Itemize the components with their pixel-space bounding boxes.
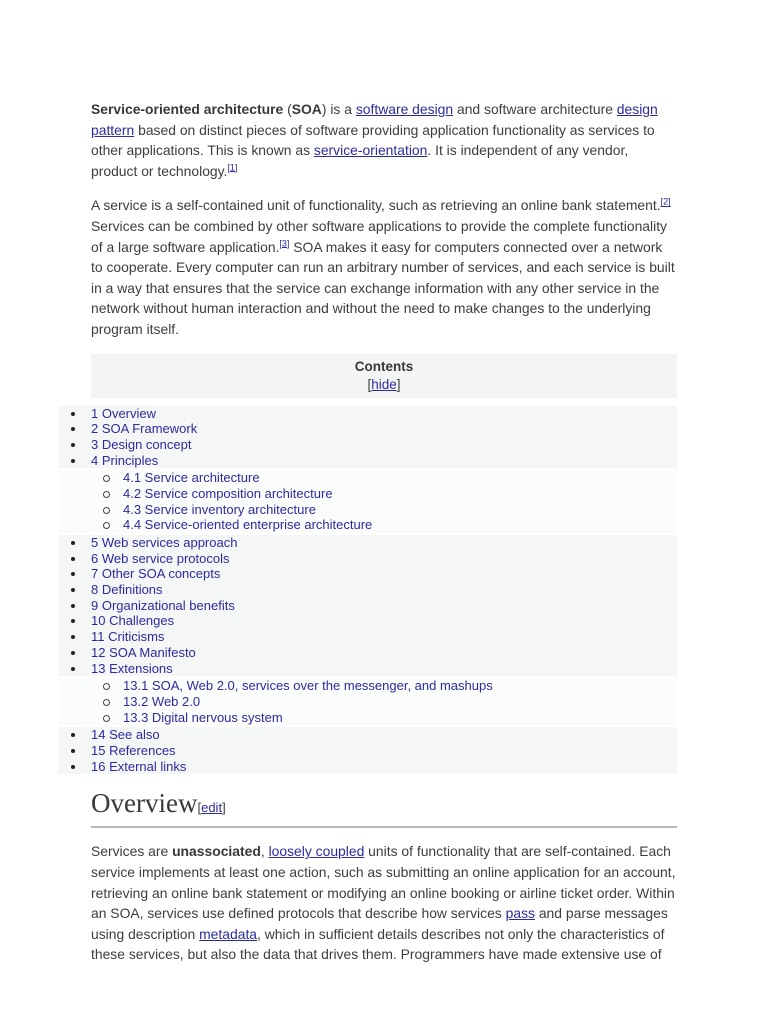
bracket-open: [ bbox=[367, 376, 372, 392]
hollow-bullet-icon bbox=[103, 683, 110, 690]
toc-item bbox=[58, 470, 677, 486]
plain-text: and software architecture bbox=[453, 101, 617, 117]
toc-link[interactable]: 13.2 Web 2.0 bbox=[123, 693, 201, 709]
bullet-icon bbox=[71, 427, 75, 431]
hollow-bullet-icon bbox=[103, 699, 110, 706]
toc-item bbox=[58, 486, 677, 502]
toc-link[interactable]: 4 Principles bbox=[91, 452, 159, 468]
edit-section bbox=[197, 800, 225, 815]
reference-link[interactable]: [3] bbox=[279, 237, 290, 248]
text-link[interactable]: design pattern bbox=[91, 101, 658, 138]
toc-link[interactable]: 15 References bbox=[91, 742, 176, 758]
bullet-icon bbox=[71, 412, 75, 416]
toc-link[interactable]: 12 SOA Manifesto bbox=[91, 644, 196, 660]
toc-link[interactable]: 13.1 SOA, Web 2.0, services over the messenger, and mashups bbox=[123, 678, 493, 694]
overview-paragraph-1 bbox=[91, 841, 677, 965]
table-of-contents bbox=[58, 406, 677, 775]
toc-link[interactable]: 8 Definitions bbox=[91, 582, 163, 598]
toc-subgroup bbox=[58, 678, 677, 725]
plain-text: , bbox=[260, 843, 269, 860]
bullet-icon bbox=[71, 651, 75, 655]
bullet-icon bbox=[71, 588, 75, 592]
hide-link[interactable]: hide bbox=[371, 376, 397, 392]
toc-item bbox=[58, 678, 677, 694]
bold-text: SOA bbox=[291, 101, 322, 117]
plain-text: based on distinct pieces of software providing application functionality as services to other applications. This is known as bbox=[91, 121, 655, 159]
toc-item bbox=[58, 502, 677, 518]
bullet-icon bbox=[71, 733, 75, 737]
text-link[interactable]: service-orientation bbox=[313, 142, 428, 159]
plain-text: Services can be combined by other software applications to provide the complete functionality of a large software application. bbox=[91, 217, 668, 255]
reference-link[interactable]: [1] bbox=[227, 162, 238, 173]
toc-link[interactable]: 16 External links bbox=[91, 758, 187, 774]
plain-text: ( bbox=[283, 101, 292, 117]
toc-item bbox=[58, 645, 677, 661]
bullet-icon bbox=[71, 541, 75, 545]
hollow-bullet-icon bbox=[103, 491, 110, 498]
bullet-icon bbox=[71, 619, 75, 623]
toc-group bbox=[58, 727, 677, 774]
bullet-icon bbox=[71, 635, 75, 639]
toc-link[interactable]: 4.3 Service inventory architecture bbox=[123, 501, 316, 517]
toc-item bbox=[58, 743, 677, 759]
plain-text: and parse messages using description bbox=[91, 905, 668, 942]
intro-paragraph-1 bbox=[91, 99, 677, 181]
plain-text: units of functionality that are self-contained. Each service implements at least one action, such as submitting an online application for an account, retrieving an online bank statement or modifying an online booking or airline ticket order. Within an SOA, services use defined protocols that describe how services bbox=[91, 843, 676, 922]
toc-item bbox=[58, 759, 677, 775]
text-link[interactable]: metadata bbox=[199, 925, 258, 942]
toc-item bbox=[58, 406, 677, 422]
toc-item bbox=[58, 582, 677, 598]
toc-item bbox=[58, 421, 677, 437]
toc-link[interactable]: 4.1 Service architecture bbox=[123, 470, 260, 486]
overview-section-heading bbox=[91, 788, 677, 828]
contents-hide-row bbox=[91, 376, 677, 393]
toc-group bbox=[58, 406, 677, 469]
text-link[interactable]: loosely coupled bbox=[268, 843, 365, 860]
toc-link[interactable]: 4.4 Service-oriented enterprise architecture bbox=[123, 517, 373, 533]
toc-link[interactable]: 2 SOA Framework bbox=[91, 421, 198, 437]
toc-item bbox=[58, 694, 677, 710]
toc-item bbox=[58, 551, 677, 567]
toc-subgroup bbox=[58, 470, 677, 533]
toc-link[interactable]: 14 See also bbox=[91, 727, 160, 743]
bullet-icon bbox=[71, 749, 75, 753]
contents-box bbox=[91, 354, 677, 398]
toc-link[interactable]: 7 Other SOA concepts bbox=[91, 566, 221, 582]
toc-item bbox=[58, 598, 677, 614]
plain-text: SOA makes it easy for computers connected over a network to cooperate. Every computer can run an arbitrary number of services, and each service is built in a way that ensures that the service can exchange information with any other service in the network without human interaction and without the need to make changes to the underlying program itself. bbox=[91, 238, 675, 337]
text-link[interactable]: software design bbox=[355, 101, 454, 117]
hollow-bullet-icon bbox=[103, 475, 110, 482]
contents-title: Contents bbox=[354, 358, 414, 374]
toc-item bbox=[58, 661, 677, 677]
toc-item bbox=[58, 566, 677, 582]
toc-group bbox=[58, 535, 677, 676]
intro-paragraph-2 bbox=[91, 195, 677, 339]
bullet-icon bbox=[71, 459, 75, 463]
hollow-bullet-icon bbox=[103, 522, 110, 529]
toc-item bbox=[58, 629, 677, 645]
hollow-bullet-icon bbox=[103, 507, 110, 514]
plain-text: A service is a self-contained unit of functionality, such as retrieving an online bank statement. bbox=[91, 197, 661, 214]
toc-item bbox=[58, 710, 677, 726]
plain-text: ) is a bbox=[321, 101, 356, 117]
toc-link[interactable]: 13 Extensions bbox=[91, 660, 173, 676]
bold-text: Service-oriented architecture bbox=[91, 101, 284, 117]
plain-text: . It is independent of any vendor, product or technology. bbox=[91, 142, 629, 179]
bullet-icon bbox=[71, 765, 75, 769]
bullet-icon bbox=[71, 667, 75, 671]
toc-link[interactable]: 4.2 Service composition architecture bbox=[123, 485, 333, 501]
toc-item bbox=[58, 453, 677, 469]
toc-link[interactable]: 9 Organizational benefits bbox=[91, 597, 235, 613]
toc-item bbox=[58, 535, 677, 551]
toc-link[interactable]: 10 Challenges bbox=[91, 613, 175, 629]
bracket-close: ] bbox=[222, 800, 226, 816]
bracket-open: [ bbox=[197, 800, 202, 816]
bullet-icon bbox=[71, 557, 75, 561]
toc-link[interactable]: 3 Design concept bbox=[91, 436, 192, 452]
bullet-icon bbox=[71, 572, 75, 576]
toc-item bbox=[58, 517, 677, 533]
bracket-close: ] bbox=[396, 376, 401, 392]
heading-text: Overview bbox=[91, 788, 198, 819]
toc-link[interactable]: 11 Criticisms bbox=[91, 629, 165, 645]
toc-link[interactable]: 1 Overview bbox=[91, 405, 157, 421]
bold-text: unassociated bbox=[172, 843, 261, 860]
toc-link[interactable]: 5 Web services approach bbox=[91, 535, 238, 551]
toc-link[interactable]: 6 Web service protocols bbox=[91, 550, 230, 566]
plain-text: Services are bbox=[91, 843, 173, 860]
edit-link[interactable]: edit bbox=[201, 800, 223, 816]
text-link[interactable]: pass bbox=[505, 905, 535, 922]
bullet-icon bbox=[71, 604, 75, 608]
hollow-bullet-icon bbox=[103, 715, 110, 722]
toc-link[interactable]: 13.3 Digital nervous system bbox=[123, 709, 283, 725]
toc-item bbox=[58, 727, 677, 743]
bullet-icon bbox=[71, 443, 75, 447]
reference-link[interactable]: [2] bbox=[660, 196, 671, 207]
toc-item bbox=[58, 613, 677, 629]
plain-text: , which in sufficient details describes not only the characteristics of these services, but also the data that drives them. Programmers have made extensive use of bbox=[91, 925, 665, 963]
toc-item bbox=[58, 437, 677, 453]
